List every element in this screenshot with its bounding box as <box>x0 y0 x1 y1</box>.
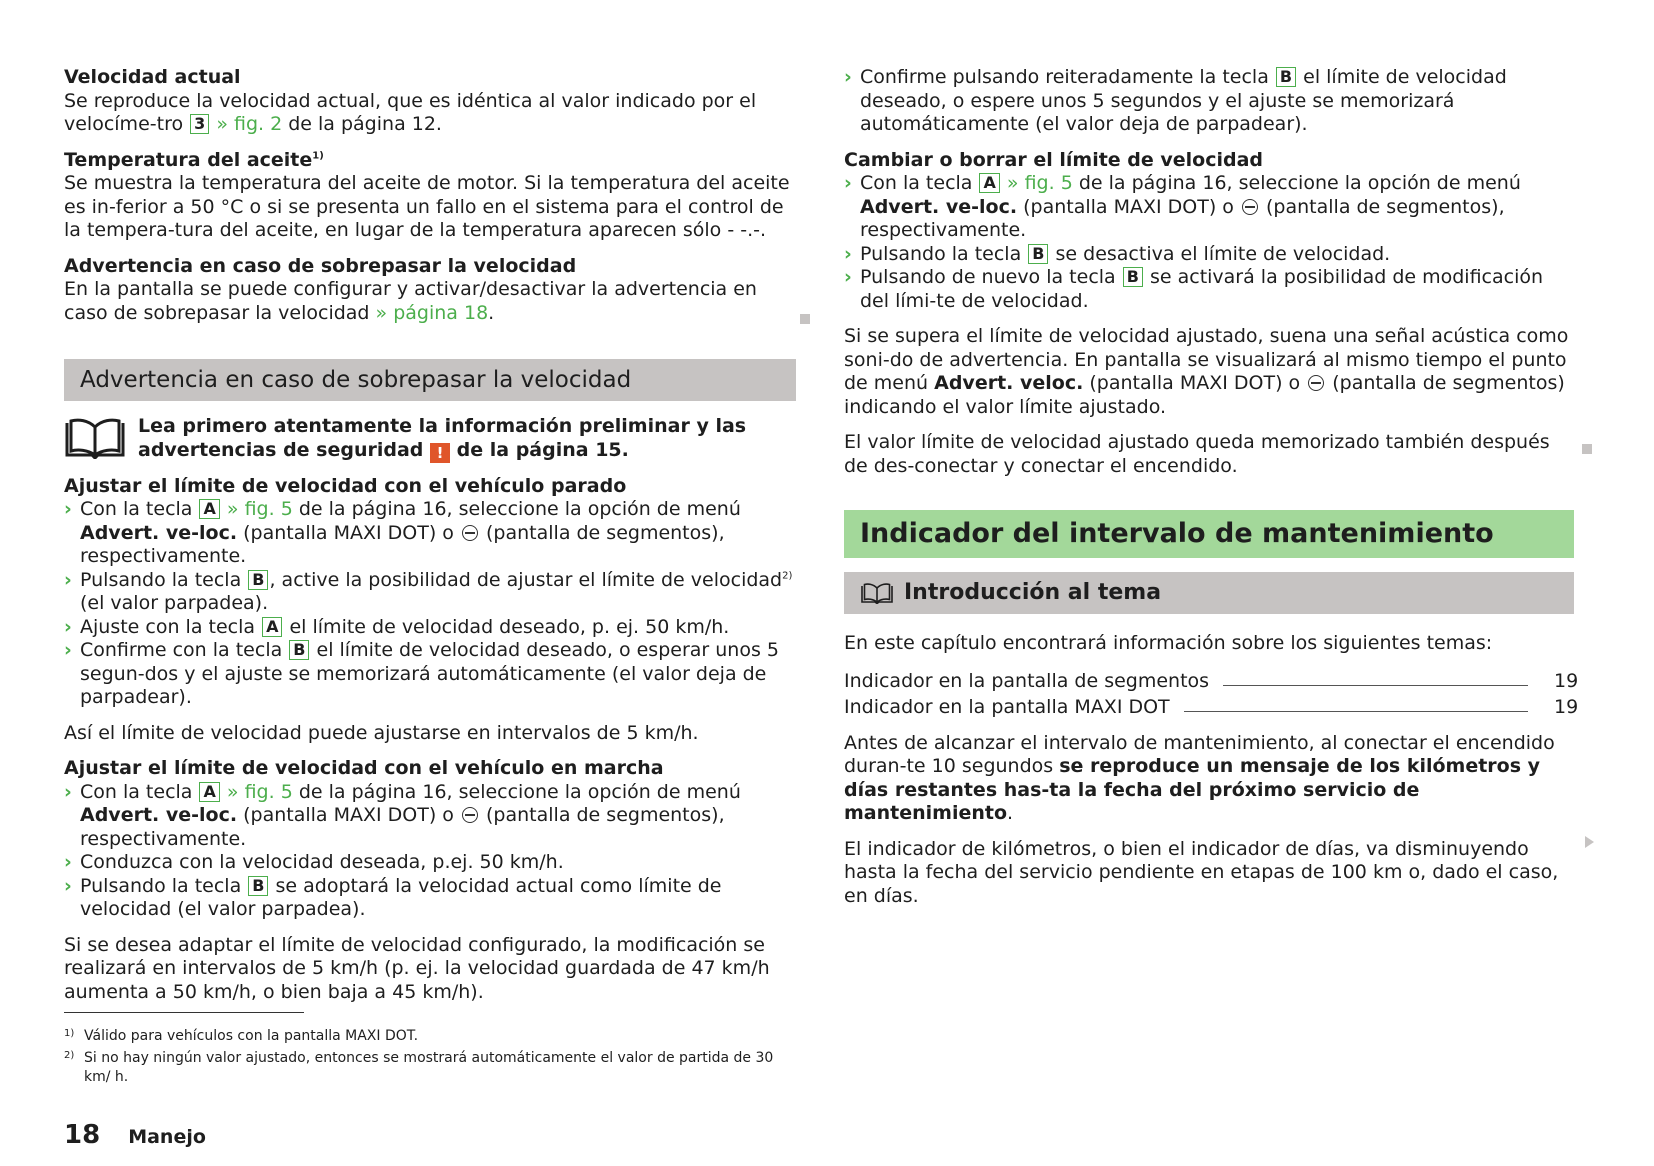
key-a: A <box>262 617 282 637</box>
arrow-icon: › <box>64 568 72 591</box>
list-item: › Con la tecla A » fig. 5 de la página 16, seleccione la opción de menú Advert. ve-loc. (pantalla MAXI DOT) o (pantalla de segmentos), respectivamente. <box>64 498 741 567</box>
paragraph-memorizado: El valor límite de velocidad ajustado queda memorizado también después de des-conectar y conectar el encendido. <box>844 431 1550 477</box>
section-name: Manejo <box>128 1126 206 1148</box>
toc-entry[interactable]: Indicador en la pantalla de segmentos 19 <box>844 669 1579 692</box>
key-b: B <box>248 570 268 590</box>
segment-display-icon <box>462 807 478 823</box>
read-first-note <box>64 415 796 463</box>
heading-vehiculo-parado: Ajustar el límite de velocidad con el vehículo parado <box>64 474 627 497</box>
key-b: B <box>1028 244 1048 264</box>
key-a: A <box>199 499 219 519</box>
key-3: 3 <box>190 114 209 134</box>
heading-velocidad-actual: Velocidad actual <box>64 66 241 88</box>
paragraph-intervalos: Así el límite de velocidad puede ajustarse en intervalos de 5 km/h. <box>64 721 699 744</box>
list-item: › Con la tecla A » fig. 5 de la página 16, seleccione la opción de menú Advert. ve-loc. (pantalla MAXI DOT) o (pantalla de segmentos), respectivamente. <box>64 780 741 850</box>
arrow-icon: › <box>64 780 72 803</box>
footnotes <box>64 1012 804 1090</box>
arrow-icon: › <box>844 172 852 194</box>
footnote-divider <box>64 1012 304 1013</box>
end-of-section-marker <box>1582 444 1592 454</box>
footnote-1: 1) Válido para vehículos con la pantalla MAXI DOT. <box>64 1028 419 1044</box>
segment-display-icon <box>1242 199 1258 215</box>
list-vehiculo-parado <box>64 498 796 710</box>
link-fig-5[interactable]: » fig. 5 <box>226 498 293 520</box>
list-vehiculo-marcha <box>64 781 796 922</box>
arrow-icon: › <box>64 615 72 638</box>
arrow-icon: › <box>64 639 72 661</box>
key-a: A <box>199 782 219 802</box>
note-text: Lea primero atentamente la información preliminar y las advertencias de seguridad ! de la página 15. <box>138 415 747 462</box>
list-item: › Conduzca con la velocidad deseada, p.ej. 50 km/h. <box>64 851 564 873</box>
paragraph-temperatura-aceite: Se muestra la temperatura del aceite de motor. Si la temperatura del aceite es in-ferior a 50 °C o si se presenta un fallo en el sistema para el control de la tempera-tura del aceite, en lugar de la temperatura aparecen sólo - -.-. <box>64 172 790 241</box>
list-item: › Pulsando de nuevo la tecla B se activará la posibilidad de modificación del lími-te de velocidad. <box>844 266 1544 312</box>
arrow-icon: › <box>64 874 72 897</box>
heading-vehiculo-marcha: Ajustar el límite de velocidad con el vehículo en marcha <box>64 757 664 779</box>
heading-temperatura-aceite: Temperatura del aceite$^{1)}$ <box>64 148 324 171</box>
paragraph-supera: Si se supera el límite de velocidad ajustado, suena una señal acústica como soni-do de advertencia. En pantalla se visualizará al mismo tiempo el punto de menú Advert. veloc. (pantalla MAXI DOT) o (pantalla de segmentos) indicando el valor límite ajustado. <box>844 325 1569 418</box>
link-fig-5[interactable]: » fig. 5 <box>226 780 293 803</box>
continue-arrow-icon <box>1585 836 1594 848</box>
key-a: A <box>979 173 999 193</box>
list-cambiar-borrar <box>844 172 1574 313</box>
toc-entry[interactable]: Indicador en la pantalla MAXI DOT 19 <box>844 695 1579 718</box>
segment-display-icon <box>1308 375 1324 391</box>
paragraph-antes: Antes de alcanzar el intervalo de mantenimiento, al conectar el encendido duran-te 10 segundos se reproduce un mensaje de los kilómetros y días restantes has-ta la fecha del próximo servicio de mantenimiento. <box>844 731 1555 824</box>
chapter-header-mantenimiento: Indicador del intervalo de mantenimiento <box>844 510 1574 558</box>
open-book-icon <box>64 415 126 459</box>
footnote-ref-1[interactable]: 1) <box>312 150 324 162</box>
list-item: › Pulsando la tecla B se desactiva el límite de velocidad. <box>844 242 1391 265</box>
heading-advertencia: Advertencia en caso de sobrepasar la velocidad <box>64 254 577 277</box>
right-column <box>844 66 1579 920</box>
key-b: B <box>1276 67 1296 87</box>
table-of-contents <box>844 668 1579 720</box>
footnote-ref-2[interactable]: 2) <box>782 570 793 582</box>
left-column <box>64 66 796 1016</box>
paragraph-kilometros: El indicador de kilómetros, o bien el indicador de días, va disminuyendo hasta la fecha del servicio pendiente en etapas de 100 km o, dado el caso, en días. <box>844 837 1559 907</box>
key-b: B <box>248 876 268 896</box>
segment-display-icon <box>462 525 478 541</box>
link-fig-5[interactable]: » fig. 5 <box>1006 172 1073 194</box>
list-item: › Confirme con la tecla B el límite de velocidad deseado, o esperar unos 5 segun-dos y el ajuste se memorizará automáticamente (el valor deja de parpadear). <box>64 639 779 708</box>
list-item: › Pulsando la tecla B , active la posibilidad de ajustar el límite de velocidad$^{2)}$ (el valor parpadea). <box>64 568 793 614</box>
arrow-icon: › <box>64 498 72 520</box>
list-item: › Con la tecla A » fig. 5 de la página 16, seleccione la opción de menú Advert. ve-loc. (pantalla MAXI DOT) o (pantalla de segmentos), respectivamente. <box>844 172 1521 241</box>
list-item: › Confirme pulsando reiteradamente la tecla B el límite de velocidad deseado, o espere unos 5 segundos y el ajuste se memorizará automáticamente (el valor deja de parpadear). <box>844 66 1507 135</box>
paragraph-advertencia: En la pantalla se puede configurar y activar/desactivar la advertencia en caso de sobrepasar la velocidad » página 18. <box>64 278 757 324</box>
heading-cambiar-borrar: Cambiar o borrar el límite de velocidad <box>844 148 1264 171</box>
page-footer <box>64 1120 206 1150</box>
section-header-advertencia: Advertencia en caso de sobrepasar la velocidad <box>64 359 796 401</box>
key-b: B <box>1123 267 1143 287</box>
list-item: › Pulsando la tecla B se adoptará la velocidad actual como límite de velocidad (el valor parpadea). <box>64 874 722 920</box>
list-confirme <box>844 66 1574 137</box>
link-pagina-18[interactable]: » página 18 <box>375 301 489 324</box>
link-fig-2[interactable]: » fig. 2 <box>216 113 283 135</box>
list-item: › Ajuste con la tecla A el límite de velocidad deseado, p. ej. 50 km/h. <box>64 615 730 638</box>
warning-icon: ! <box>430 443 450 463</box>
footnote-2: 2) Si no hay ningún valor ajustado, entonces se mostrará automáticamente el valor de partida de 30 km/ h. <box>64 1050 774 1085</box>
arrow-icon: › <box>844 266 852 288</box>
paragraph-adaptar: Si se desea adaptar el límite de velocidad configurado, la modificación se realizará en intervalos de 5 km/h (p. ej. la velocidad guardada de 47 km/h aumenta a 50 km/h, o bien baja a 45 km/h). <box>64 933 770 1003</box>
page-number: 18 <box>64 1120 101 1150</box>
arrow-icon: › <box>844 66 852 88</box>
paragraph-intro: En este capítulo encontrará información sobre los siguientes temas: <box>844 632 1493 654</box>
arrow-icon: › <box>64 851 72 873</box>
arrow-icon: › <box>844 242 852 265</box>
paragraph-velocidad-actual: Se reproduce la velocidad actual, que es idéntica al valor indicado por el velocíme-tro 3 » fig. 2 de la página 12. <box>64 89 757 135</box>
open-book-icon <box>860 582 894 604</box>
key-b: B <box>289 640 309 660</box>
end-of-section-marker <box>800 314 810 324</box>
section-header-introduccion: Introducción al tema <box>844 572 1574 614</box>
